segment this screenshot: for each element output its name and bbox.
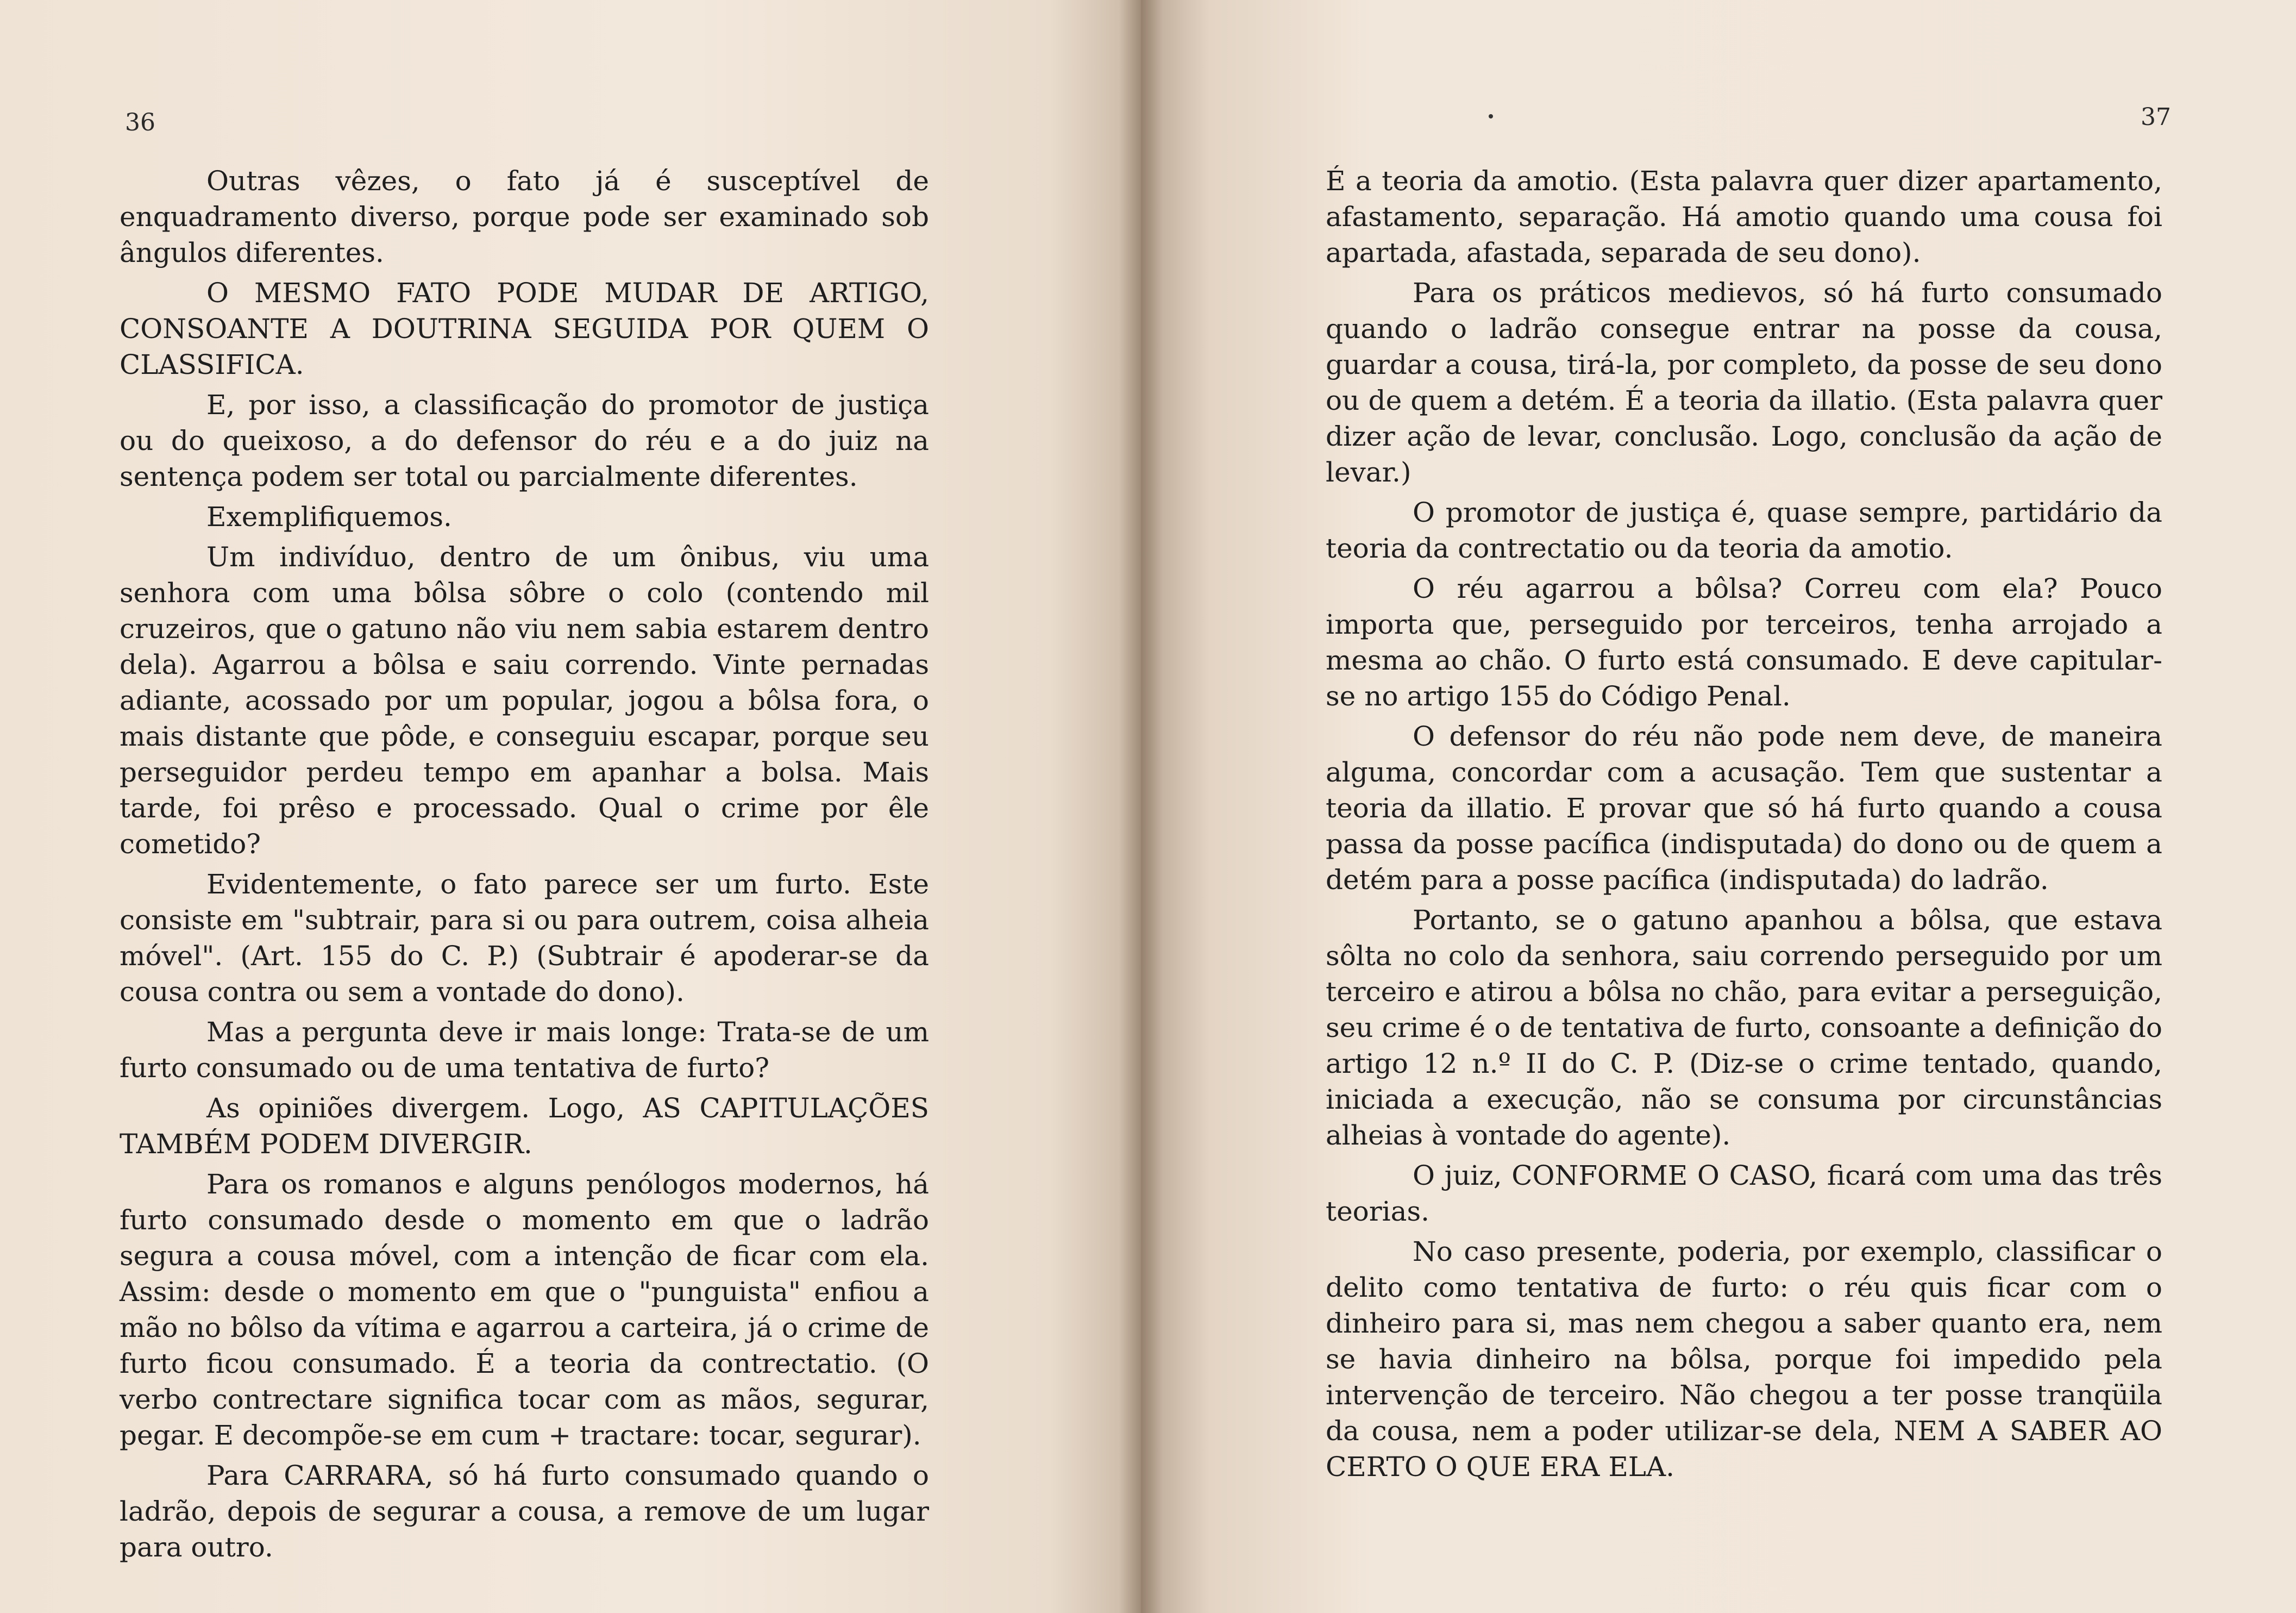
paragraph: O juiz, CONFORME O CASO, ficará com uma das três teorias. <box>1326 1160 2162 1227</box>
right-page-number: 37 <box>2141 103 2171 131</box>
book-gutter <box>1119 0 1163 1613</box>
paragraph: Mas a pergunta deve ir mais longe: Trata-se de um furto consumado ou de uma tentativa de furto? <box>120 1016 929 1084</box>
paragraph: É a teoria da amotio. (Esta palavra quer dizer apartamento, afastamento, separação. Há amotio quando uma cousa foi apartada, afastada, separada de seu dono). <box>1326 165 2162 268</box>
paragraph: Para os práticos medievos, só há furto consumado quando o ladrão consegue entrar na posse da cousa, guardar a cousa, tirá-la, por completo, da posse de seu dono ou de quem a detém. É a teoria da illatio. (Esta palavra quer dizer ação de levar, conclusão. Logo, conclusão da ação de levar.) <box>1326 277 2162 488</box>
left-page <box>0 0 1141 1613</box>
paragraph: Outras vêzes, o fato já é susceptível de enquadramento diverso, porque pode ser examinado sob ângulos diferentes. <box>120 165 929 268</box>
paragraph: Para os romanos e alguns penólogos modernos, há furto consumado desde o momento em que o ladrão segura a cousa móvel, com a intenção de ficar com ela. Assim: desde o momento em que o "punguista" enfiou a mão no bôlso da vítima e agarrou a carteira, já o crime de furto ficou consumado. É a teoria da contrectatio. (O verbo contrectare significa tocar com as mãos, segurar, pegar. E decompõe-se em cum + tractare: tocar, segurar). <box>120 1168 929 1451</box>
paragraph: Exemplifiquemos. <box>206 501 452 533</box>
paragraph: Um indivíduo, dentro de um ônibus, viu uma senhora com uma bôlsa sôbre o colo (contendo mil cruzeiros, que o gatuno não viu nem sabia estarem dentro dela). Agarrou a bôlsa e saiu correndo. Vinte pernadas adiante, acossado por um popular, jogou a bôlsa fora, o mais distante que pôde, e conseguiu escapar, porque seu perseguidor perdeu tempo em apanhar a bolsa. Mais tarde, foi prêso e processado. Qual o crime por êle cometido? <box>120 541 929 860</box>
paragraph: O promotor de justiça é, quase sempre, partidário da teoria da contrectatio ou da teoria da amotio. <box>1326 497 2162 564</box>
paragraph: O MESMO FATO PODE MUDAR DE ARTIGO, CONSOANTE A DOUTRINA SEGUIDA POR QUEM O CLASSIFICA. <box>120 277 929 380</box>
stray-mark <box>1489 114 1493 118</box>
paragraph: E, por isso, a classificação do promotor de justiça ou do queixoso, a do defensor do réu e a do juiz na sentença podem ser total ou parcialmente diferentes. <box>120 389 929 492</box>
paragraph: Para CARRARA, só há furto consumado quando o ladrão, depois de segurar a cousa, a remove de um lugar para outro. <box>120 1460 929 1563</box>
paragraph: O réu agarrou a bôlsa? Correu com ela? Pouco importa que, perseguido por terceiros, tenha arrojado a mesma ao chão. O furto está consumado. E deve capitular-se no artigo 155 do Código Penal. <box>1326 573 2162 712</box>
right-page <box>1141 0 2296 1613</box>
paragraph: As opiniões divergem. Logo, AS CAPITULAÇÕES TAMBÉM PODEM DIVERGIR. <box>120 1092 929 1160</box>
left-page-number: 36 <box>125 109 155 136</box>
left-page-body <box>120 163 929 1565</box>
paragraph: O defensor do réu não pode nem deve, de maneira alguma, concordar com a acusação. Tem que sustentar a teoria da illatio. E provar que só há furto quando a cousa passa da posse pacífica (indisputada) do dono ou de quem a detém para a posse pacífica (indisputada) do ladrão. <box>1326 721 2162 896</box>
paragraph: No caso presente, poderia, por exemplo, classificar o delito como tentativa de furto: o réu quis ficar com o dinheiro para si, mas nem chegou a saber quanto era, nem se havia dinheiro na bôlsa, porque foi impedido pela intervenção de terceiro. Não chegou a ter posse tranqüila da cousa, nem a poder utilizar-se dela, NEM A SABER AO CERTO O QUE ERA ELA. <box>1326 1236 2162 1483</box>
paragraph: Evidentemente, o fato parece ser um furto. Este consiste em "subtrair, para si ou para outrem, coisa alheia móvel". (Art. 155 do C. P.) (Subtrair é apoderar-se da cousa contra ou sem a vontade do dono). <box>120 868 929 1008</box>
right-page-body <box>1326 163 2162 1485</box>
paragraph: Portanto, se o gatuno apanhou a bôlsa, que estava sôlta no colo da senhora, saiu correndo perseguido por um terceiro e atirou a bôlsa no chão, para evitar a perseguição, seu crime é o de tentativa de furto, consoante a definição do artigo 12 n.º II do C. P. (Diz-se o crime tentado, quando, iniciada a execução, não se consuma por circunstâncias alheias à vontade do agente). <box>1326 904 2162 1151</box>
